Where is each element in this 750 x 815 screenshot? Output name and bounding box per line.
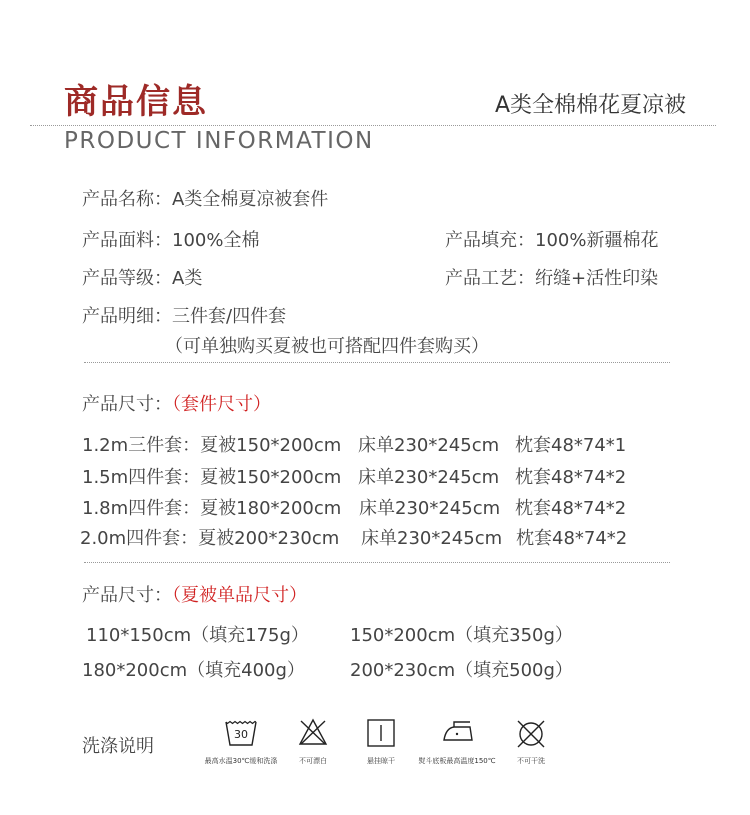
section-divider: [84, 562, 670, 563]
no-dry-clean-icon: [515, 718, 547, 750]
wash-30-icon: [224, 718, 258, 748]
icon-caption: 熨斗底板最高温度150℃: [418, 757, 496, 765]
set-name: 1.5m四件套：: [82, 467, 201, 488]
set-pillow: 枕套48*74*1: [515, 435, 627, 456]
set-size-row: [82, 431, 341, 457]
section-divider: [84, 362, 670, 363]
set-size-row: [82, 494, 341, 520]
info-craft: 产品工艺：绗缝+活性印染: [445, 268, 659, 289]
set-sheet: 床单230*245cm: [358, 435, 500, 456]
set-pillow: 枕套48*74*2: [515, 467, 627, 488]
set-size-row: [80, 524, 339, 550]
title-divider: [30, 125, 716, 126]
set-size-heading: [82, 390, 271, 416]
set-sheet: 床单230*245cm: [361, 528, 503, 549]
hang-dry-icon: [366, 718, 396, 748]
set-name: 1.8m四件套：: [82, 498, 201, 519]
page-subtitle: PRODUCT INFORMATION: [64, 128, 374, 154]
icon-caption: 悬挂晾干: [367, 757, 395, 765]
single-size-label: 产品尺寸：: [82, 585, 172, 606]
single-size-item: 200*230cm（填充500g）: [350, 660, 573, 681]
set-name: 1.2m三件套：: [82, 435, 201, 456]
product-line-title: A类全棉棉花夏凉被: [494, 93, 686, 118]
iron-icon: [440, 718, 474, 744]
wash-temp-text: 30: [234, 728, 248, 741]
set-size-row: [82, 463, 341, 489]
info-detail: 产品明细：三件套/四件套: [82, 306, 287, 327]
page-title: 商品信息: [64, 82, 208, 122]
single-size-label-red: （夏被单品尺寸）: [172, 585, 307, 606]
single-size-item: 110*150cm（填充175g）: [86, 625, 309, 646]
single-size-item: 180*200cm（填充400g）: [82, 660, 305, 681]
set-quilt: 夏被150*200cm: [200, 435, 342, 456]
care-label: 洗涤说明: [82, 736, 154, 757]
set-pillow: 枕套48*74*2: [515, 498, 627, 519]
no-bleach-icon: [298, 718, 328, 746]
set-sheet: 床单230*245cm: [358, 467, 500, 488]
single-size-item: 150*200cm（填充350g）: [350, 625, 573, 646]
info-grade: 产品等级：A类: [82, 268, 203, 289]
set-size-label: 产品尺寸：: [82, 394, 172, 415]
info-filling: 产品填充：100%新疆棉花: [445, 230, 659, 251]
set-quilt: 夏被150*200cm: [200, 467, 342, 488]
icon-caption: 不可漂白: [299, 757, 327, 765]
set-sheet: 床单230*245cm: [359, 498, 501, 519]
set-quilt: 夏被180*200cm: [200, 498, 342, 519]
single-size-heading: [82, 581, 307, 607]
info-detail-note: （可单独购买夏被也可搭配四件套购买）: [165, 336, 489, 357]
icon-caption: 最高水温30℃缓和洗涤: [204, 757, 278, 765]
set-quilt: 夏被200*230cm: [198, 528, 340, 549]
icon-caption: 不可干洗: [517, 757, 545, 765]
info-fabric: 产品面料：100%全棉: [82, 230, 260, 251]
set-name: 2.0m四件套：: [80, 528, 199, 549]
set-pillow: 枕套48*74*2: [516, 528, 628, 549]
set-size-label-red: （套件尺寸）: [172, 394, 271, 415]
info-name: 产品名称：A类全棉夏凉被套件: [82, 189, 329, 210]
